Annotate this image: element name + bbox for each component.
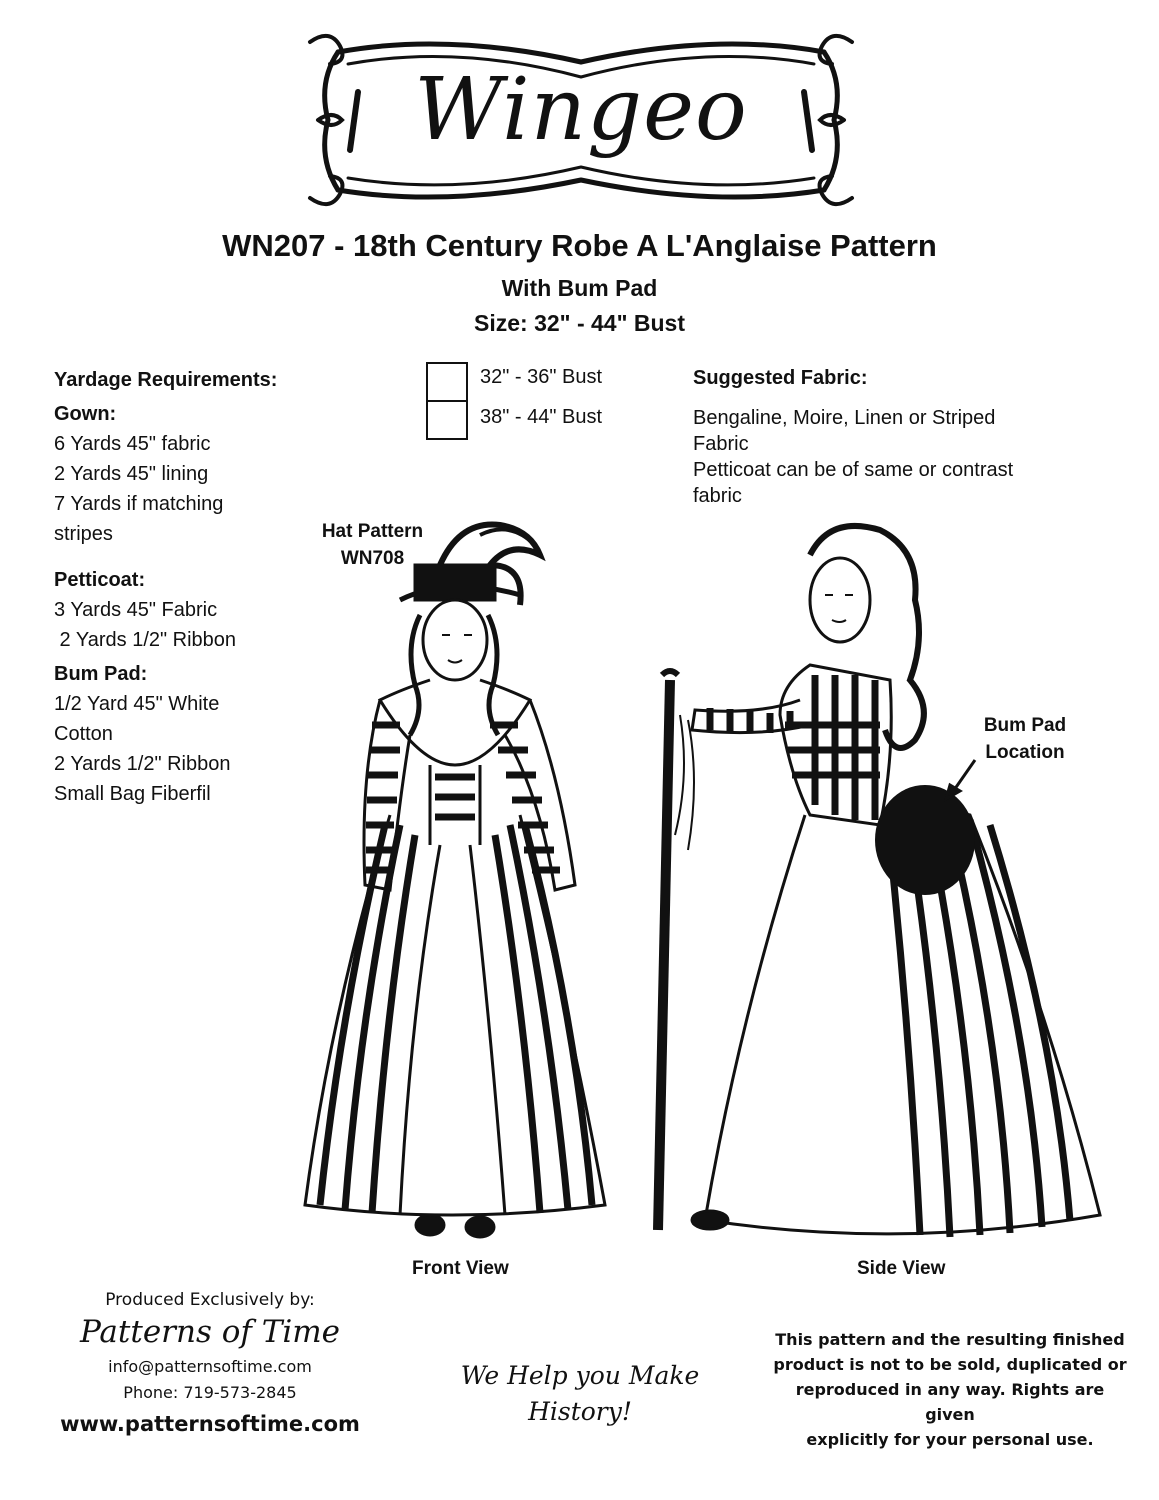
bum-pad-line: Cotton (54, 723, 113, 745)
contact-email[interactable]: info@patternsoftime.com (108, 1357, 312, 1376)
fabric-line: Petticoat can be of same or contrast (693, 459, 1014, 481)
copyright-notice (770, 1327, 1130, 1452)
produced-by-label: Produced Exclusively by: (105, 1290, 315, 1310)
producer-info (50, 1290, 370, 1436)
petticoat-heading: Petticoat: (54, 569, 146, 591)
contact-phone: Phone: 719-573-2845 (123, 1383, 297, 1402)
size-range: Size: 32" - 44" Bust (474, 310, 685, 336)
front-view-illustration (290, 515, 620, 1250)
notice-line: explicitly for your personal use. (806, 1430, 1094, 1449)
size-label-38-44: 38" - 44" Bust (480, 406, 603, 428)
bum-pad-heading: Bum Pad: (54, 663, 148, 685)
bumpad-callout-line: Bum Pad (983, 715, 1067, 736)
hat-callout-line: Hat Pattern (321, 521, 424, 542)
fabric-line: Fabric (693, 433, 749, 455)
gown-line: 2 Yards 45" lining (54, 463, 209, 485)
notice-line: product is not to be sold, duplicated or (773, 1355, 1127, 1374)
website-link[interactable]: www.patternsoftime.com (60, 1412, 360, 1436)
gown-line: 7 Yards if matching (54, 493, 224, 515)
fabric-line: fabric (693, 485, 742, 507)
notice-line: This pattern and the resulting finished (775, 1330, 1125, 1349)
fabric-line: Bengaline, Moire, Linen or Striped (693, 407, 996, 429)
notice-line: reproduced in any way. Rights are given (795, 1380, 1105, 1424)
size-label-32-36: 32" - 36" Bust (480, 366, 603, 388)
side-view-illustration (650, 515, 1110, 1260)
bum-pad-line: 1/2 Yard 45" White (54, 693, 220, 715)
petticoat-line: 2 Yards 1/2" Ribbon (54, 629, 237, 651)
petticoat-line: 3 Yards 45" Fabric (54, 599, 218, 621)
wingeo-logo-text: Wingeo (414, 60, 748, 160)
bumpad-callout-line: Location (985, 742, 1065, 763)
gown-line: 6 Yards 45" fabric (54, 433, 211, 455)
bum-pad-line: 2 Yards 1/2" Ribbon (54, 753, 231, 775)
hat-callout-line: WN708 (340, 548, 405, 569)
slogan-line: We Help you Make (460, 1361, 700, 1390)
side-view-caption: Side View (857, 1258, 946, 1279)
size-checkbox-32-36[interactable] (426, 362, 468, 402)
size-checkbox-38-44[interactable] (426, 400, 468, 440)
slogan-line: History! (528, 1397, 632, 1426)
suggested-fabric (693, 365, 1083, 509)
gown-line: stripes (54, 523, 113, 545)
bum-pad-line: Small Bag Fiberfil (54, 783, 211, 805)
yardage-heading: Yardage Requirements: (54, 369, 278, 391)
bum-pad-shape (875, 785, 975, 895)
fabric-heading: Suggested Fabric: (693, 367, 868, 389)
pattern-subtitle: With Bum Pad (501, 275, 658, 301)
slogan (420, 1358, 740, 1430)
company-name: Patterns of Time (79, 1314, 341, 1350)
front-view-caption: Front View (412, 1258, 509, 1279)
gown-heading: Gown: (54, 403, 117, 425)
pattern-title: WN207 - 18th Century Robe A L'Anglaise Pattern (222, 228, 937, 263)
